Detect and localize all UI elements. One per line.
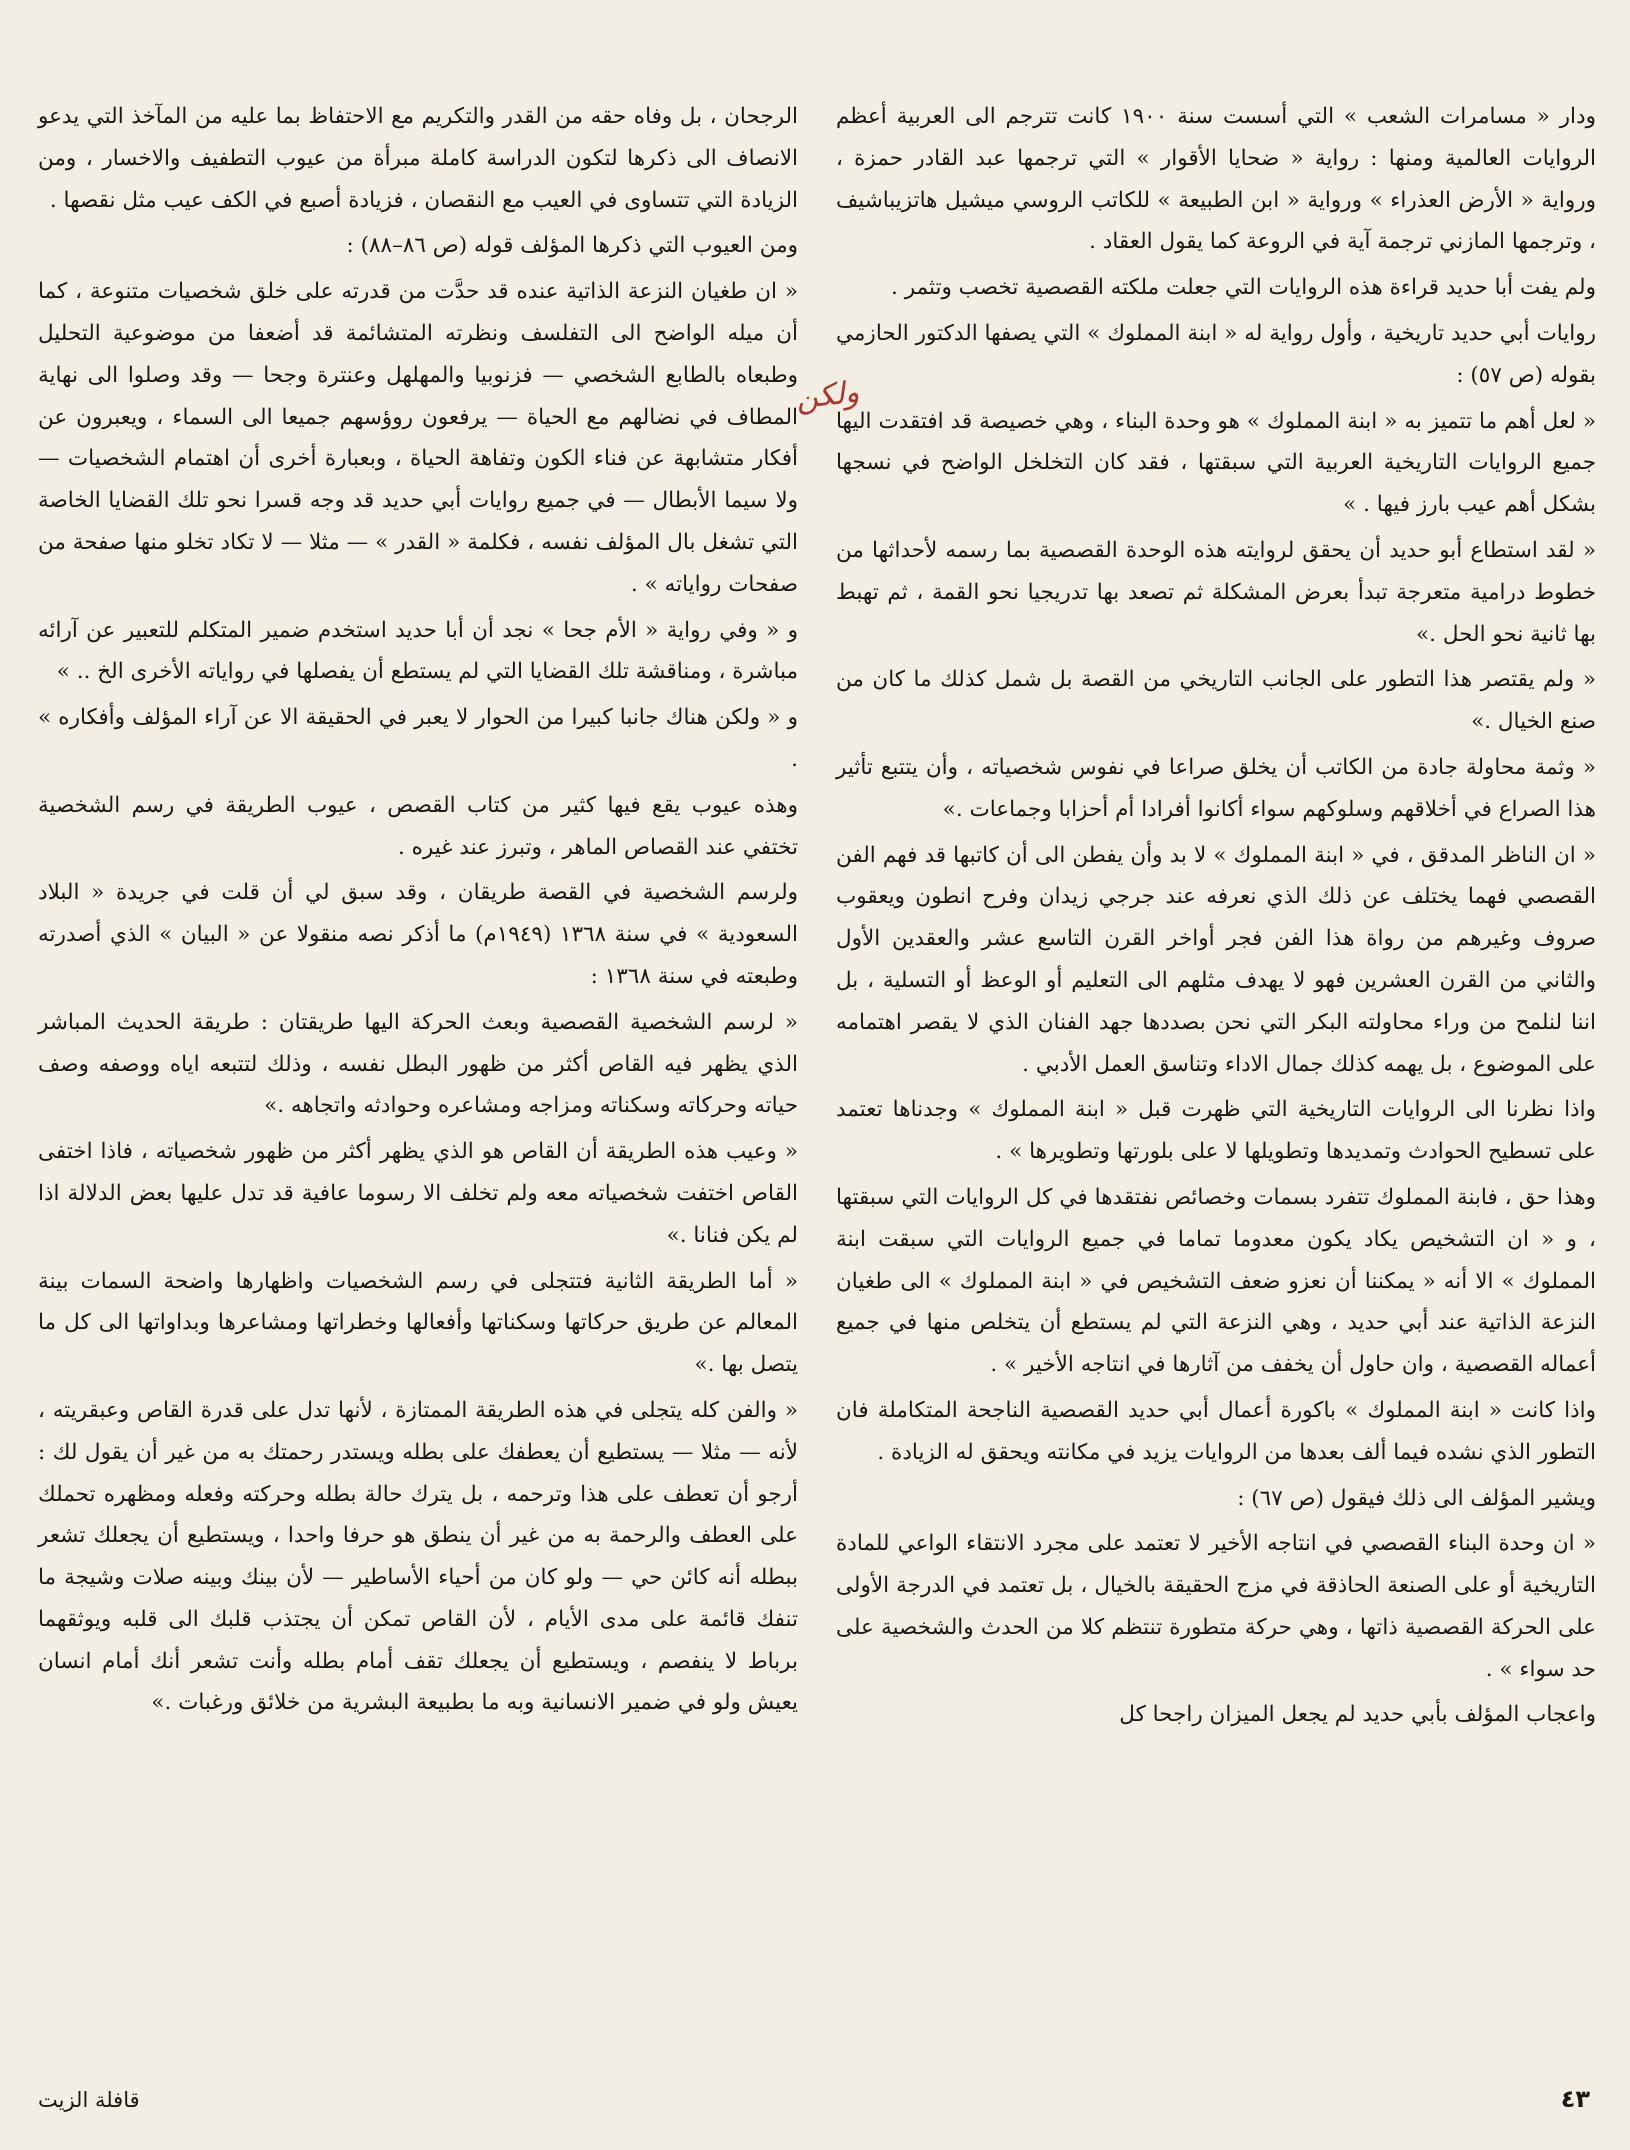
right-text-column bbox=[836, 96, 1596, 1736]
quoted-paragraph: « ولم يقتصر هذا التطور على الجانب التاريخي من القصة بل شمل كذلك ما كان من صنع الخيال .» bbox=[836, 667, 1596, 735]
handwritten-margin-note: ولكن bbox=[794, 374, 861, 417]
quoted-paragraph: « وعيب هذه الطريقة أن القاص هو الذي يظهر أكثر من ظهور شخصياته ، فاذا اختفى القاص اختفت شخصياته معه ولم تخلف الا رسوما عافية قد تدل عليها بعض الدلالة اذا لم يكن فنانا .» bbox=[38, 1139, 798, 1248]
quoted-paragraph: و « ولكن هناك جانبا كبيرا من الحوار لا يعبر في الحقيقة الا عن آراء المؤلف وأفكاره » . bbox=[38, 705, 798, 772]
paragraph: روايات أبي حديد تاريخية ، وأول رواية له « ابنة المملوك » التي يصفها الدكتور الحازمي بقوله (ص ٥٧) : bbox=[836, 320, 1596, 388]
quoted-paragraph: « ان الناظر المدقق ، في « ابنة المملوك » لا بد وأن يفطن الى أن كاتبها قد فهم الفن القصصي فهما يختلف عن ذلك الذي نعرفه عند جرجي زيدان وفرح انطون ويعقوب صروف وغيرهم من رواة هذا الفن فجر أواخر القرن التاسع عشر والعقدين الأول والثاني من القرن العشرين فهو لا يهدف مثلهم الى التعليم أو الوعظ أو التسلية ، بل اننا لنلمح من وراء محاولته البكر التي نحن بصددها جهد الفنان الذي لا يقصر اهتمامه على الموضوع ، بل يهمه كذلك جمال الاداء وتناسق العمل الأدبي . bbox=[836, 842, 1596, 1077]
paragraph: وهذه عيوب يقع فيها كثير من كتاب القصص ، عيوب الطريقة في رسم الشخصية تختفي عند القصاص الماهر ، وتبرز عند غيره . bbox=[38, 792, 798, 860]
paragraph: ودار « مسامرات الشعب » التي أسست سنة ١٩٠٠ كانت تترجم الى العربية أعظم الروايات العالمية ومنها : رواية « ضحايا الأقوار » التي ترجمها عبد القادر حمزة ، ورواية « الأرض العذراء » ورواية « ابن الطبيعة » للكاتب الروسي ميشيل هاتزيباشيف ، وترجمها المازني ترجمة آية في الروعة كما يقول العقاد . bbox=[836, 104, 1596, 255]
left-text-column bbox=[38, 96, 798, 1724]
quoted-paragraph: « لعل أهم ما تتميز به « ابنة المملوك » هو وحدة البناء ، وهي خصيصة قد افتقدت اليها جميع الروايات التاريخية العربية التي سبقتها ، فقد كان التخلخل الواضح في نسجها بشكل أهم عيب بارز فيها . » bbox=[836, 408, 1596, 518]
quoted-paragraph: و « وفي رواية « الأم جحا » نجد أن أبا حديد استخدم ضمير المتكلم للتعبير عن آرائه مباشرة ، ومناقشة تلك القضايا التي لم يستطع أن يفصلها في رواياته الأخرى الخ .. » bbox=[38, 617, 798, 685]
paragraph: ولم يفت أبا حديد قراءة هذه الروايات التي جعلت ملكته القصصية تخصب وتثمر . bbox=[891, 275, 1596, 301]
paragraph: ولرسم الشخصية في القصة طريقان ، وقد سبق لي أن قلت في جريدة « البلاد السعودية » في سنة ١٣٦٨ (١٩٤٩م) ما أذكر نصه منقولا عن « البيان » الذي أصدرته وطبعته في سنة ١٣٦٨ : bbox=[38, 880, 798, 989]
page-number: ٤٣ bbox=[1560, 2085, 1590, 2113]
quoted-paragraph: « ان وحدة البناء القصصي في انتاجه الأخير لا تعتمد على مجرد الانتقاء الواعي للمادة التاريخية أو على الصنعة الحاذقة في مزج الحقيقة بالخيال ، بل تعتمد في الدرجة الأولى على الحركة القصصية ذاتها ، وهي حركة متطورة تنتظم كلا من الحدث والشخصية على حد سواء » . bbox=[836, 1531, 1596, 1682]
quoted-paragraph: « أما الطريقة الثانية فتتجلى في رسم الشخصيات واظهارها واضحة السمات بينة المعالم عن طريق حركاتها وسكناتها وأفعالها وخطراتها ومشاعرها وبداواتها الى كل ما يتصل بها .» bbox=[38, 1268, 798, 1378]
paragraph: واذا كانت « ابنة المملوك » باكورة أعمال أبي حديد القصصية الناجحة المتكاملة فان التطور الذي نشده فيما ألف بعدها من الروايات يزيد في مكانته ويحقق له الزيادة . bbox=[836, 1397, 1596, 1465]
paragraph: ومن العيوب التي ذكرها المؤلف قوله (ص ٨٦–٨٨) : bbox=[346, 233, 798, 259]
quoted-paragraph: « ان طغيان النزعة الذاتية عنده قد حدَّت من قدرته على خلق شخصيات متنوعة ، كما أن ميله الواضح الى التفلسف ونظرته المتشائمة قد أضعفا من موضوعية التحليل وطبعاه بالطابع الشخصي — فزنوبيا والمهلهل وعنترة وجحا — وقد وصلوا الى نهاية المطاف في نضالهم مع الحياة — يرفعون روؤسهم جميعا الى السماء ، ويعبرون عن أفكار متشابهة عن فناء الكون وتفاهة الحياة ، وبعبارة أخرى أن اهتمام الشخصيات — ولا سيما الأبطال — في جميع روايات أبي حديد قد وجه قسرا نحو تلك القضايا الخاصة التي تشغل بال المؤلف نفسه ، فكلمة « القدر » — مثلا — لا تكاد تخلو منها صفحة من صفحات رواياته » . bbox=[38, 279, 798, 597]
paragraph: ويشير المؤلف الى ذلك فيقول (ص ٦٧) : bbox=[1237, 1485, 1596, 1511]
quoted-paragraph: واذا نظرنا الى الروايات التاريخية التي ظهرت قبل « ابنة المملوك » وجدناها تعتمد على تسطيح الحوادث وتمديدها وتطويلها لا على بلورتها وتطويرها » . bbox=[836, 1097, 1596, 1165]
paragraph: وهذا حق ، فابنة المملوك تتفرد بسمات وخصائص نفتقدها في كل الروايات التي سبقتها ، و « ان التشخيص يكاد يكون معدوما تماما في جميع الروايات التي سبقت ابنة المملوك » الا أنه « يمكننا أن نعزو ضعف التشخيص في « ابنة المملوك » الى طغيان النزعة الذاتية عند أبي حديد ، وهي النزعة التي لم يستطع أن يتخلص منها في جميع أعماله القصصية ، وان حاول أن يخفف من آثارها في انتاجه الأخير » . bbox=[836, 1184, 1596, 1378]
quoted-paragraph: « وثمة محاولة جادة من الكاتب أن يخلق صراعا في نفوس شخصياته ، وأن يتتبع تأثير هذا الصراع في أخلاقهم وسلوكهم سواء أكانوا أفرادا أم أحزابا وجماعات .» bbox=[836, 754, 1596, 822]
paragraph: واعجاب المؤلف بأبي حديد لم يجعل الميزان راجحا كل bbox=[1119, 1702, 1596, 1728]
quoted-paragraph: « والفن كله يتجلى في هذه الطريقة الممتازة ، لأنها تدل على قدرة القاص وعبقريته ، لأنه — مثلا — يستطيع أن يعطفك على بطله ويستدر رحمتك به من غير أن يقول لك : أرجو أن تعطف على هذا وترحمه ، بل يترك حالة بطله وحركته وفعله ومظهره تحملك على العطف والرحمة به من غير أن ينطق هو حرفا واحدا ، ويستطيع أن يجعلك تشعر ببطله أنه كائن حي — ولو كان من أحياء الأساطير — لأن بينك وبينه صلات وشيجة ما تنفك قائمة على مدى الأيام ، لأن القاص تمكن أن يجتذب قلبك الى قلبه ويوثقهما برباط لا ينفصم ، ويستطيع أن يجعلك تقف أمام بطله وأنت تشعر أنك أمام انسان يعيش ولو في ضمير الانسانية وبه ما بطبيعة البشرية من خلائق ورغبات .» bbox=[38, 1397, 798, 1716]
quoted-paragraph: « لقد استطاع أبو حديد أن يحقق لروايته هذه الوحدة القصصية بما رسمه لأحداثها من خطوط درامية متعرجة تبدأ بعرض المشكلة ثم تصعد بها تدريجيا نحو القمة ، ثم تهبط بها ثانية نحو الحل .» bbox=[836, 537, 1596, 647]
paragraph: الرجحان ، بل وفاه حقه من القدر والتكريم مع الاحتفاظ بما عليه من المآخذ التي يدعو الانصاف الى ذكرها لتكون الدراسة كاملة مبرأة من عيوب التطفيف والاخسار ، ومن الزيادة التي تتساوى في العيب مع النقصان ، فزيادة أصبع في الكف عيب مثل نقصها . bbox=[38, 104, 798, 213]
quoted-paragraph: « لرسم الشخصية القصصية وبعث الحركة اليها طريقتان : طريقة الحديث المباشر الذي يظهر فيه القاص أكثر من ظهور البطل نفسه ، وذلك لتتبعه اياه ووصفه وصف حياته وحركاته وسكناته ومزاجه ومشاعره وحوادثه واتجاهه .» bbox=[38, 1009, 798, 1119]
magazine-name: قافلة الزيت bbox=[38, 2088, 140, 2112]
